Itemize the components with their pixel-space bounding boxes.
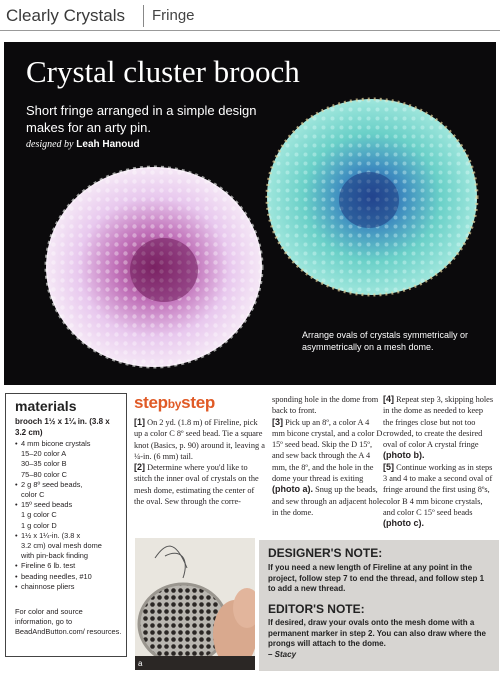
step-5: [5] Continue working as in steps 3 and 4 to make a second oval of fringe around the first using 8ºs, color B 4 mm bicone crystals, and color C 15º seed beads (photo c). [383, 461, 493, 529]
material-item: • 2 g 8º seed beads, [15, 480, 125, 490]
material-item: 75–80 color C [21, 469, 68, 479]
material-item: • 1½ x 1¼-in. (3.8 x [15, 531, 125, 541]
designers-note-title: DESIGNER'S NOTE: [268, 546, 383, 560]
steps-column-3 [383, 394, 495, 530]
material-item: 1 g color C [21, 510, 57, 520]
source-note: For color and source information, go to BeadAndButton.com/ resources. [15, 607, 122, 637]
steps-column-1 [134, 417, 265, 507]
teal-brooch [267, 99, 477, 295]
series-title: Clearly Crystals [6, 6, 126, 25]
material-item: • 15º seed beads [15, 500, 125, 510]
step-2: [2] Determine where you'd like to stitch the inner oval of crystals on the mesh dome, estimating the center of the oval. Sew through the corre- [134, 462, 259, 507]
byline [26, 139, 140, 150]
material-item: • Fireline 6 lb. test [15, 561, 125, 571]
step-4: [4] Repeat step 3, skipping holes in the dome as needed to keep the fringes close but not too crowded, to create the desired oval of color A crystal fringe (photo b). [383, 394, 494, 461]
materials-title: materials [15, 398, 77, 414]
header-rule [0, 30, 500, 31]
step-1: [1] On 2 yd. (1.8 m) of Fireline, pick up a color C 8º seed bead. Tie a square knot (Basics, p. 90) around it, leaving a ¼-in. (6 mm) tail. [134, 417, 265, 461]
material-item: 1 g color D [21, 520, 57, 530]
notes-box [259, 540, 499, 671]
section-title: Fringe [152, 7, 195, 24]
editor-signature: – Stacy [268, 649, 297, 659]
steps-column-2 [272, 394, 383, 518]
heading-step: step [134, 393, 168, 412]
photo-a-label: a [138, 659, 143, 668]
designer-name: Leah Hanoud [76, 139, 140, 150]
material-item: 15–20 color A [21, 449, 67, 459]
editors-note-title: EDITOR'S NOTE: [268, 602, 365, 616]
designers-note-text: If you need a new length of Fireline at any point in the project, follow step 7 to end the thread, and follow step 1 to add a new thread. [268, 563, 485, 593]
brooch-size: brooch 1½ x 1¼ in. (3.8 x 3.2 cm) [15, 417, 110, 437]
material-item: • 4 mm bicone crystals [15, 439, 125, 449]
step-2-continued: sponding hole in the dome from back to front. [272, 395, 379, 416]
material-item: • chainnose pliers [15, 582, 125, 592]
article-title: Crystal cluster brooch [26, 54, 300, 89]
material-item: • beading needles, #10 [15, 572, 125, 582]
editors-note-text: If desired, draw your ovals onto the mesh dome with a permanent marker in step 2. You can also draw where the prongs will attach to the dome. – Stacy [268, 618, 486, 659]
pink-brooch [46, 167, 262, 367]
heading-step-2: step [181, 393, 215, 412]
header-divider [143, 5, 144, 27]
step-by-step-heading [134, 393, 215, 413]
page-header [0, 0, 500, 34]
photo-caption: Arrange ovals of crystals symmetrically or asymmetrically on a mesh dome. [302, 330, 469, 352]
step-3: [3] Pick up an 8º, a color A 4 mm bicone crystal, and a color D 15º seed bead. Skip the D 15º, and sew back through the A 4 mm, the 8º, and the hole in the dome your thread is exiting (photo a). Snug up the beads, and sew through an adjacent hole in the dome. [272, 416, 383, 517]
heading-by: by [167, 397, 182, 411]
photo-a [135, 538, 255, 670]
materials-box [5, 393, 127, 657]
mesh-dome-photo [135, 538, 255, 670]
material-item: with pin-back finding [21, 551, 88, 561]
materials-list [15, 439, 125, 592]
article-subtitle: Short fringe arranged in a simple design makes for an arty pin. [26, 103, 257, 135]
byline-prefix: designed by [26, 139, 74, 150]
material-item: 30–35 color B [21, 459, 67, 469]
material-item: color C [21, 490, 45, 500]
material-item: 3.2 cm) oval mesh dome [21, 541, 102, 551]
hero-photo [4, 42, 496, 385]
